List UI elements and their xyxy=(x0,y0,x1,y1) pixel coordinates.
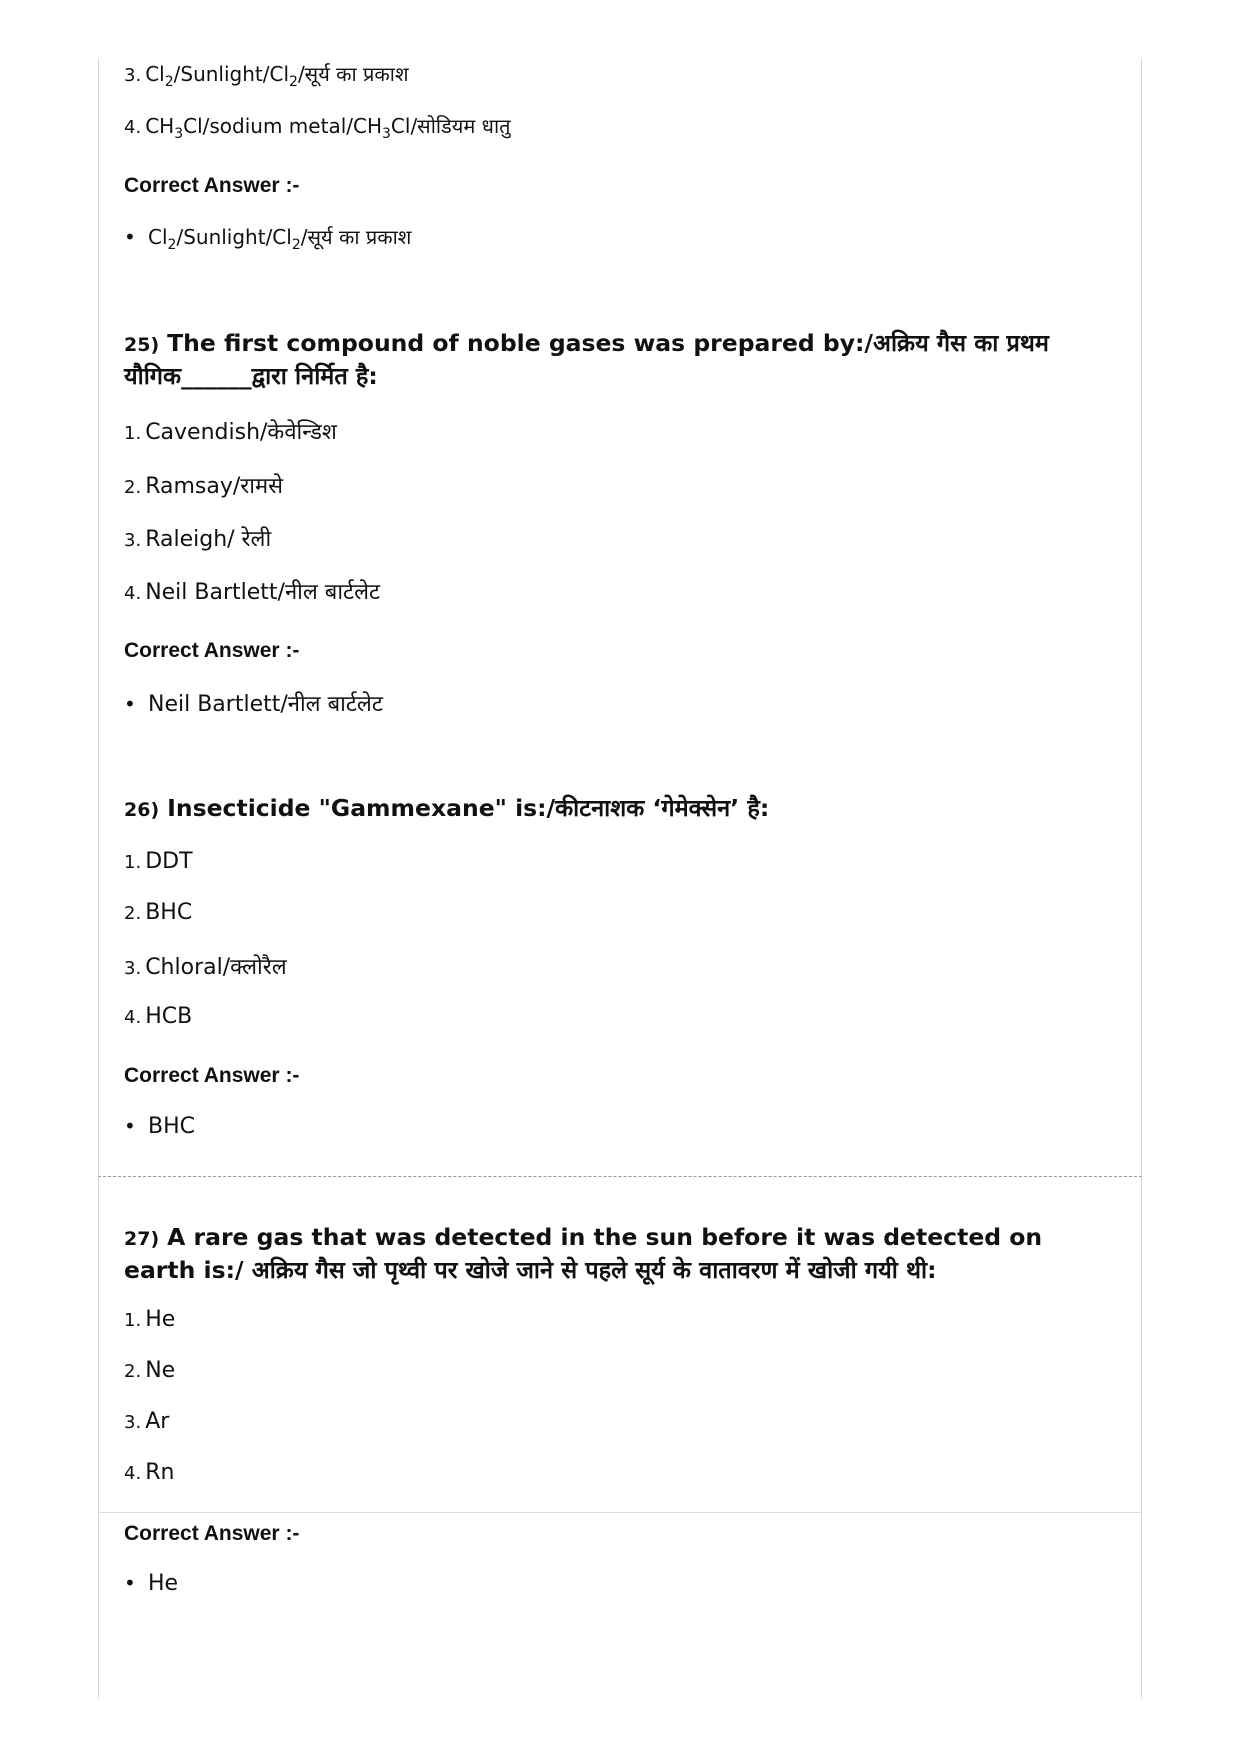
question-divider xyxy=(98,1176,1142,1177)
q24-option-4: 4. $CH_3Cl$/sodium metal/$CH_3Cl/सोडियम$ धातु xyxy=(124,114,511,142)
bullet: • xyxy=(124,1571,136,1595)
q27-option-1: 1. He xyxy=(124,1307,176,1332)
option-number: 4. xyxy=(124,117,142,138)
bullet: • xyxy=(124,692,136,716)
q26-option-2: 2. BHC xyxy=(124,900,193,925)
question-26 xyxy=(124,793,1114,826)
page-frame xyxy=(98,58,1142,1698)
q25-option-3: 3. Raleigh/ रेली xyxy=(124,527,272,552)
question-text: The first compound of noble gases was prepared by:/अक्रिय गैस का प्रथम यौगिक______द्वारा निर्मित है: xyxy=(124,329,1049,390)
q26-correct-answer-label: Correct Answer :- xyxy=(124,1064,300,1087)
q27-option-2: 2. Ne xyxy=(124,1358,176,1383)
question-number: 27) xyxy=(124,1228,160,1250)
q27-option-4: 4. Rn xyxy=(124,1460,175,1485)
question-25 xyxy=(124,328,1114,392)
question-number: 26) xyxy=(124,799,160,821)
q26-option-4: 4. HCB xyxy=(124,1004,193,1029)
question-27 xyxy=(124,1222,1114,1286)
bullet: • xyxy=(124,1114,136,1138)
q26-answer: • BHC xyxy=(124,1114,195,1139)
q24-answer: • $Cl_2/Sunlight/Cl_2/सूर्य$ का प्रकाश xyxy=(124,225,412,253)
q26-option-3: 3. Chloral/क्लोरैल xyxy=(124,955,287,980)
option-number: 3. xyxy=(124,65,142,86)
question-text: A rare gas that was detected in the sun before it was detected on earth is:/ अक्रिय गैस जो पृथ्वी पर खोजे जाने से पहले सूर्य के वातावरण में खोजी गयी थी: xyxy=(124,1223,1043,1284)
q24-option-3: 3. $Cl_2/Sunlight/Cl_2/सूर्य$ का प्रकाश xyxy=(124,62,409,90)
question-number: 25) xyxy=(124,334,160,356)
q25-answer: • Neil Bartlett/नील बार्टलेट xyxy=(124,692,383,717)
q24-correct-answer-label: Correct Answer :- xyxy=(124,174,300,197)
q25-option-1: 1. Cavendish/केवेन्डिश xyxy=(124,420,337,445)
q26-option-1: 1. DDT xyxy=(124,849,193,874)
q25-option-2: 2. Ramsay/रामसे xyxy=(124,474,284,499)
answer-divider xyxy=(98,1512,1142,1513)
q27-correct-answer-label: Correct Answer :- xyxy=(124,1522,300,1545)
q25-correct-answer-label: Correct Answer :- xyxy=(124,639,300,662)
bullet: • xyxy=(124,225,136,249)
question-text: Insecticide "Gammexane" is:/कीटनाशक ‘गेमेक्सेन’ है: xyxy=(167,794,770,822)
q27-answer: • He xyxy=(124,1571,179,1596)
q27-option-3: 3. Ar xyxy=(124,1409,170,1434)
q25-option-4: 4. Neil Bartlett/नील बार्टलेट xyxy=(124,580,381,605)
